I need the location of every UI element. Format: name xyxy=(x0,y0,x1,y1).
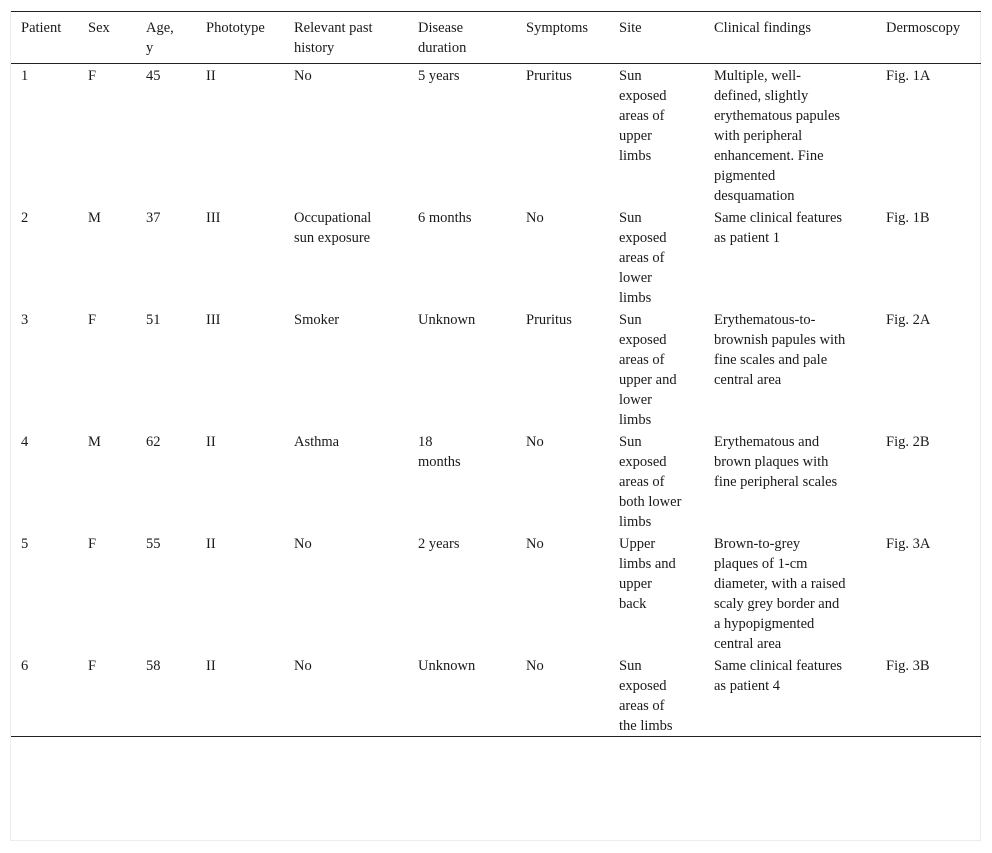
cell-age: 51 xyxy=(146,312,161,328)
cell-dermoscopy: Fig. 1B xyxy=(886,210,930,226)
cell-age: 45 xyxy=(146,68,161,84)
cell-dermoscopy: Fig. 3A xyxy=(886,536,931,552)
cell-dermoscopy: Fig. 2A xyxy=(886,312,931,328)
table-row xyxy=(11,654,981,737)
cell-phototype: II xyxy=(206,536,216,552)
cell-patient: 3 xyxy=(21,312,29,328)
cell-sex: F xyxy=(88,312,97,328)
cell-sex: F xyxy=(88,658,97,674)
cell-phototype: III xyxy=(206,312,221,328)
header-row xyxy=(11,12,981,64)
cell-symptoms: No xyxy=(526,536,544,552)
cell-clinical-findings: Erythematous-to-brownish papules with fine scales and pale central area xyxy=(714,312,846,388)
cell-clinical-findings: Erythematous and brown plaques with fine peripheral scales xyxy=(714,434,838,490)
cell-patient: 4 xyxy=(21,434,29,450)
header-disease-duration: Disease duration xyxy=(418,20,467,56)
cell-site: Sun exposed areas of both lower limbs xyxy=(619,434,682,530)
cell-dermoscopy: Fig. 2B xyxy=(886,434,930,450)
cell-dermoscopy: Fig. 3B xyxy=(886,658,930,674)
cell-clinical-findings: Same clinical features as patient 4 xyxy=(714,658,843,694)
cell-site: Sun exposed areas of upper limbs xyxy=(619,68,667,164)
cell-sex: F xyxy=(88,68,97,84)
table-body xyxy=(11,64,981,737)
cell-disease-duration: 18 months xyxy=(418,434,461,470)
cell-site: Sun exposed areas of lower limbs xyxy=(619,210,667,306)
cell-disease-duration: Unknown xyxy=(418,658,476,674)
header-symptoms: Symptoms xyxy=(526,20,589,36)
cell-symptoms: No xyxy=(526,658,544,674)
header-age: Age, y xyxy=(146,20,174,56)
table-row xyxy=(11,308,981,430)
cell-disease-duration: 2 years xyxy=(418,536,460,552)
table-row xyxy=(11,64,981,207)
header-sex: Sex xyxy=(88,20,110,36)
table-row xyxy=(11,430,981,532)
cell-phototype: II xyxy=(206,68,216,84)
table-header xyxy=(11,12,981,64)
cell-past-history: No xyxy=(294,536,312,552)
cell-sex: F xyxy=(88,536,97,552)
cell-symptoms: Pruritus xyxy=(526,68,572,84)
cell-patient: 2 xyxy=(21,210,29,226)
cell-past-history: Occupational sun exposure xyxy=(294,210,372,246)
cell-disease-duration: 6 months xyxy=(418,210,472,226)
cell-symptoms: No xyxy=(526,210,544,226)
cell-phototype: II xyxy=(206,658,216,674)
cell-clinical-findings: Multiple, well-defined, slightly erythematous papules with peripheral enhancement. Fine pigmented desquamation xyxy=(714,68,841,204)
cell-disease-duration: 5 years xyxy=(418,68,460,84)
header-phototype: Phototype xyxy=(206,20,265,36)
cell-site: Sun exposed areas of the limbs xyxy=(619,658,673,734)
cell-past-history: No xyxy=(294,658,312,674)
cell-age: 58 xyxy=(146,658,161,674)
header-site: Site xyxy=(619,20,642,36)
table-row xyxy=(11,532,981,654)
cell-past-history: No xyxy=(294,68,312,84)
cell-age: 55 xyxy=(146,536,161,552)
header-patient: Patient xyxy=(21,20,62,36)
cell-sex: M xyxy=(88,434,101,450)
table-row xyxy=(11,206,981,308)
cell-sex: M xyxy=(88,210,101,226)
cell-symptoms: Pruritus xyxy=(526,312,572,328)
cell-disease-duration: Unknown xyxy=(418,312,476,328)
header-dermoscopy: Dermoscopy xyxy=(886,20,961,36)
cell-symptoms: No xyxy=(526,434,544,450)
cell-past-history: Asthma xyxy=(294,434,340,450)
cell-phototype: III xyxy=(206,210,221,226)
cell-age: 37 xyxy=(146,210,161,226)
cell-age: 62 xyxy=(146,434,161,450)
cell-site: Upper limbs and upper back xyxy=(619,536,676,612)
cell-past-history: Smoker xyxy=(294,312,340,328)
patient-table xyxy=(11,11,981,737)
cell-phototype: II xyxy=(206,434,216,450)
header-past-history: Relevant past history xyxy=(294,20,373,56)
cell-clinical-findings: Same clinical features as patient 1 xyxy=(714,210,843,246)
cell-clinical-findings: Brown-to-grey plaques of 1-cm diameter, with a raised scaly grey border and a hypopigmented central area xyxy=(714,536,846,652)
header-clinical-findings: Clinical findings xyxy=(714,20,812,36)
cell-patient: 6 xyxy=(21,658,29,674)
cell-site: Sun exposed areas of upper and lower limbs xyxy=(619,312,677,428)
cell-patient: 1 xyxy=(21,68,29,84)
cell-dermoscopy: Fig. 1A xyxy=(886,68,931,84)
cell-patient: 5 xyxy=(21,536,29,552)
